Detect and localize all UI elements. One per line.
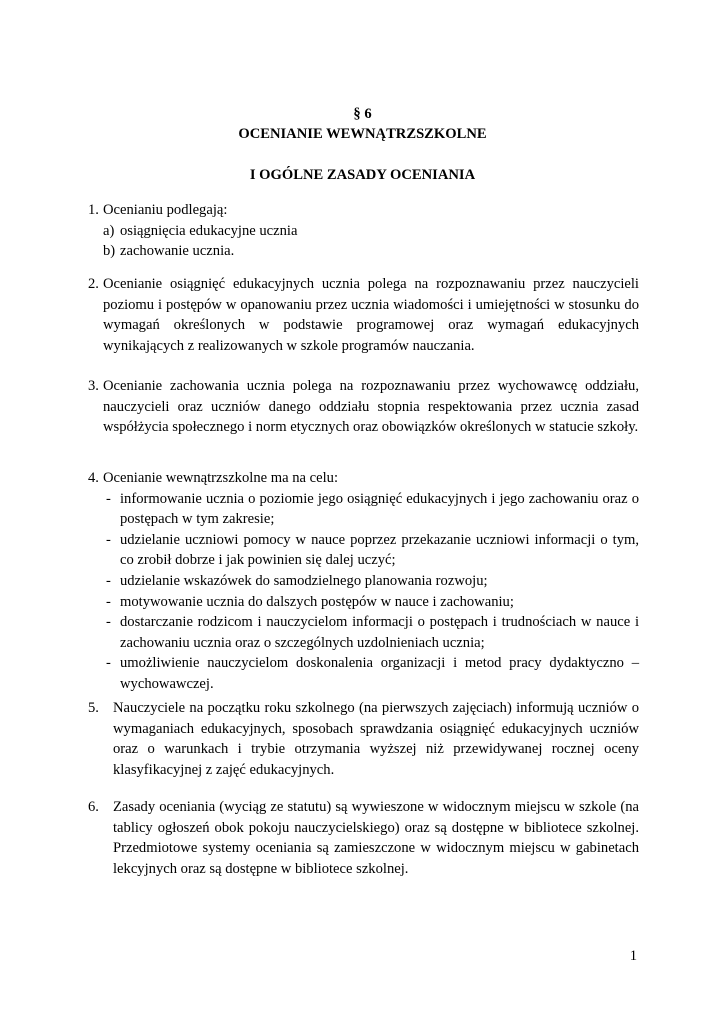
section-3 bbox=[88, 376, 639, 438]
bullet-dash: - bbox=[106, 655, 111, 672]
bullet-dash: - bbox=[106, 614, 111, 631]
section-number: 3. bbox=[88, 378, 99, 394]
bullet-dash: - bbox=[106, 531, 111, 548]
bullet-dash: - bbox=[106, 593, 111, 610]
list-item-label: a) bbox=[103, 222, 115, 239]
list-item bbox=[103, 592, 639, 613]
section-text: Ocenianie wewnątrzszkolne ma na celu: bbox=[103, 470, 339, 486]
section-number: 2. bbox=[88, 276, 99, 292]
list-item bbox=[103, 612, 639, 653]
list-item bbox=[103, 489, 639, 530]
bullet-dash: - bbox=[106, 490, 111, 507]
section-number: 1. bbox=[88, 202, 99, 218]
list-item-text: osiągnięcia edukacyjne ucznia bbox=[120, 222, 298, 239]
list-item-text: informowanie ucznia o poziomie jego osiągnięć edukacyjnych i jego zachowaniu oraz o postępach w tym zakresie; bbox=[120, 490, 639, 528]
list-item-text: motywowanie ucznia do dalszych postępów w nauce i zachowaniu; bbox=[120, 593, 514, 610]
list-item bbox=[103, 530, 639, 571]
list-item bbox=[103, 241, 639, 262]
section-5 bbox=[88, 698, 639, 780]
section-text: Ocenianie zachowania ucznia polega na rozpoznawaniu przez wychowawcę oddziału, nauczycieli oraz uczniów danego oddziału stopnia respektowania przez ucznia zasad współżycia społecznego i norm etycznych oraz obowiązków określonych w statucie szkoły. bbox=[103, 378, 639, 436]
list-item-text: udzielanie uczniowi pomocy w nauce poprzez przekazanie uczniowi informacji o tym, co zrobił dobrze i jak powinien się dalej uczyć; bbox=[120, 531, 639, 569]
page-subtitle: I OGÓLNE ZASADY OCENIANIA bbox=[249, 167, 476, 183]
section-number: 6. bbox=[88, 799, 99, 815]
section-1 bbox=[88, 200, 639, 262]
list-item bbox=[103, 221, 639, 242]
section-4 bbox=[88, 468, 639, 695]
section-text: Ocenianie osiągnięć edukacyjnych ucznia polega na rozpoznawaniu przez nauczycieli poziomu i postępów w opanowaniu przez ucznia wiadomości i umiejętności w stosunku do wymagań określonych w podstawie programowej oraz wymagań edukacyjnych wynikających z realizowanych w szkole programów nauczania. bbox=[103, 276, 639, 354]
page-title: OCENIANIE WEWNĄTRZSZKOLNE bbox=[238, 126, 487, 142]
section-6 bbox=[88, 797, 639, 879]
section-2 bbox=[88, 274, 639, 356]
list-item-text: zachowanie ucznia. bbox=[120, 243, 235, 260]
list-item bbox=[103, 571, 639, 592]
paragraph-symbol: § 6 bbox=[353, 106, 372, 122]
section-number: 5. bbox=[88, 700, 99, 716]
list-item-text: umożliwienie nauczycielom doskonalenia organizacji i metod pracy dydaktyczno – wychowawczej. bbox=[120, 655, 639, 692]
page-number: 1 bbox=[629, 948, 637, 964]
section-number: 4. bbox=[88, 470, 99, 486]
bullet-dash: - bbox=[106, 572, 111, 589]
section-text: Zasady oceniania (wyciąg ze statutu) są wywieszone w widocznym miejscu w szkole (na tablicy ogłoszeń obok pokoju nauczycielskiego) oraz są dostępne w bibliotece szkolnej. Przedmiotowe systemy oceniania są zamieszczone w widocznym miejscu w gabinetach lekcyjnych oraz są dostępne w bibliotece szkolnej. bbox=[113, 799, 639, 877]
list-item-label: b) bbox=[103, 243, 116, 260]
section-text: Nauczyciele na początku roku szkolnego (na pierwszych zajęciach) informują uczniów o wymaganiach edukacyjnych, sposobach sprawdzania osiągnięć edukacyjnych uczniów oraz o warunkach i trybie otrzymania wyższej niż przewidywanej rocznej oceny klasyfikacyjnej z zajęć edukacyjnych. bbox=[113, 700, 639, 778]
section-text: Ocenianiu podlegają: bbox=[103, 202, 228, 218]
list-item-text: udzielanie wskazówek do samodzielnego planowania rozwoju; bbox=[120, 572, 488, 589]
list-item-text: dostarczanie rodzicom i nauczycielom informacji o postępach i trudnościach w nauce i zachowaniu ucznia oraz o szczególnych uzdolnieniach ucznia; bbox=[120, 614, 639, 651]
list-item bbox=[103, 653, 639, 694]
